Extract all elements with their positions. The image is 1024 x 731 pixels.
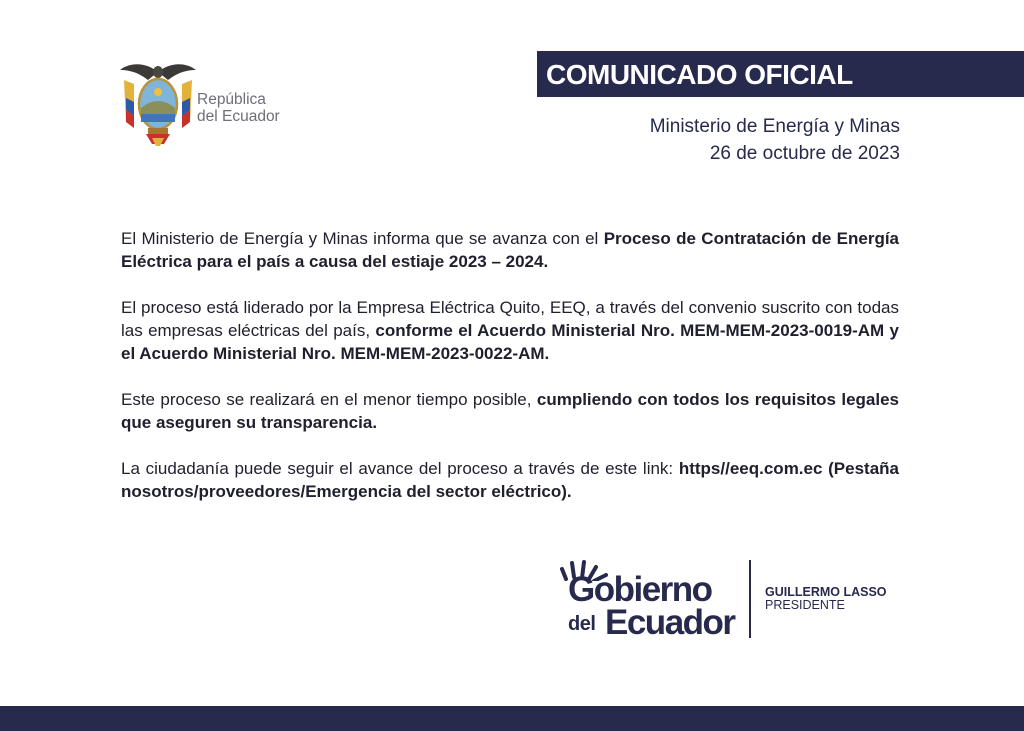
republic-label <box>197 91 280 125</box>
ministry-name: Ministerio de Energía y Minas <box>649 116 900 137</box>
paragraph-1-bold: Proceso de Contratación de Energía Eléctrica para el país a causa del estiaje 2023 – 2024. <box>121 229 899 271</box>
issuer-block <box>650 113 900 167</box>
paragraph-3 <box>121 388 899 434</box>
communique-body <box>121 227 899 526</box>
paragraph-2-bold: conforme el Acuerdo Ministerial Nro. MEM-MEM-2023-0019-AM y el Acuerdo Ministerial Nro. MEM-MEM-2023-0022-AM. <box>121 321 899 363</box>
president-title: PRESIDENTE <box>765 598 845 612</box>
paragraph-3-text: Este proceso se realizará en el menor tiempo posible, <box>121 390 537 409</box>
publication-date: 26 de octubre de 2023 <box>709 143 900 164</box>
paragraph-4-text: La ciudadanía puede seguir el avance del proceso a través de este link: <box>121 459 679 478</box>
paragraph-4 <box>121 457 899 503</box>
paragraph-1-text: El Ministerio de Energía y Minas informa que se avanza con el <box>121 229 604 248</box>
republic-label-line1: República <box>197 91 266 108</box>
gobierno-wordmark: Gobierno <box>568 570 712 609</box>
ecuador-wordmark: Ecuador <box>605 603 735 642</box>
republic-label-line2: del Ecuador <box>197 108 280 125</box>
paragraph-2 <box>121 296 899 365</box>
paragraph-4-link: https//eeq.com.ec (Pestaña nosotros/proveedores/Emergencia del sector eléctrico). <box>121 459 899 501</box>
paragraph-2-text: El proceso está liderado por la Empresa Eléctrica Quito, EEQ, a través del convenio suscrito con todas las empresas eléctricas del país, <box>121 298 899 340</box>
president-name: GUILLERMO LASSO <box>765 585 887 599</box>
ecuador-coat-of-arms-icon <box>118 58 198 148</box>
page-title: COMUNICADO OFICIAL <box>546 59 853 90</box>
paragraph-1 <box>121 227 899 273</box>
logo-divider <box>749 560 751 638</box>
del-wordmark: del <box>568 613 596 635</box>
paragraph-3-bold: cumpliendo con todos los requisitos legales que aseguren su transparencia. <box>121 390 900 432</box>
footer-bar <box>0 706 1024 731</box>
